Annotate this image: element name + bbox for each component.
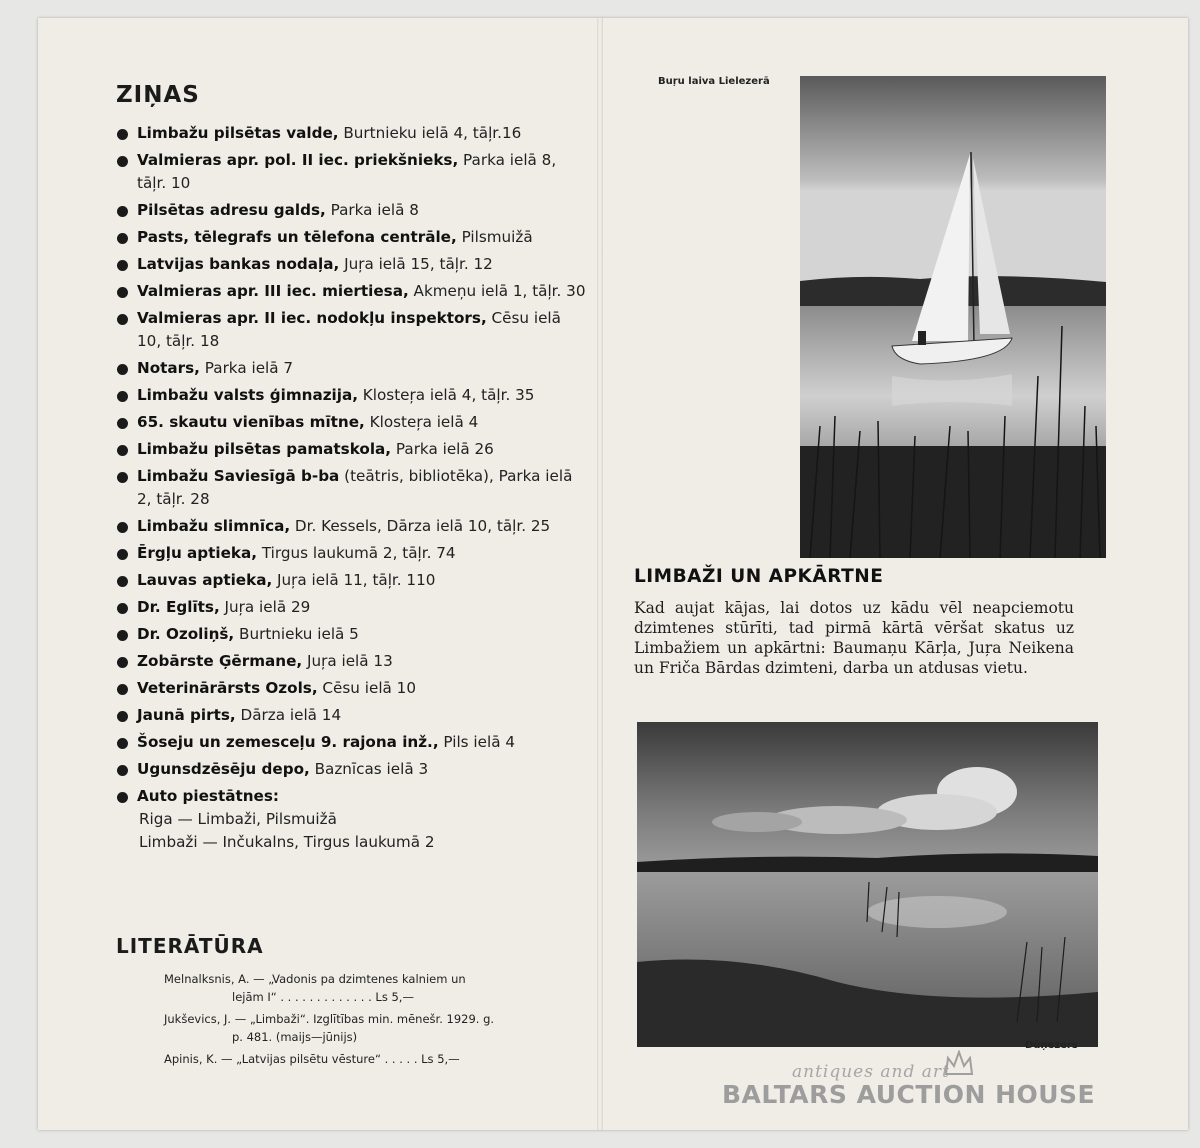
intro-paragraph: Kad aujat kājas, lai dotos uz kādu vēl neapciemotu dzimtenes stūrīti, tad pirmā kārtā vēršat skatus uz Limbažiem un apkārtni: Baumaņu Kārļa, Juŗa Neikena un Friča Bārdas dzimteni, darba un atdusas vietu. [634,599,1074,677]
watermark-tagline: antiques and art [792,1062,950,1082]
item-name: Valmieras apr. III iec. miertiesa, [137,282,409,300]
section-title-literatura: LITERĀTŪRA [116,934,264,958]
item-detail: Cēsu ielā 10, tāļr. 18 [137,309,561,350]
item-detail: Cēsu ielā 10 [317,679,416,697]
item-detail: Tirgus laukumā 2, tāļr. 74 [257,544,456,562]
literature-line: p. 481. (maijs—jūnijs) [232,1030,358,1044]
list-item [116,758,586,781]
right-page [603,18,1188,1130]
sailboat-photo [800,76,1106,558]
item-name: Limbažu Saviesīgā b-ba [137,467,340,485]
item-detail: Burtnieku ielā 5 [234,625,359,643]
literature-line: lejām I“ . . . . . . . . . . . . . Ls 5,— [232,990,414,1004]
item-name: Limbažu slimnīca, [137,517,291,535]
item-detail: Dr. Kessels, Dārza ielā 10, tāļr. 25 [290,517,551,535]
item-detail: Parka ielā 8 [325,201,419,219]
lake-photo-image [637,722,1098,1047]
item-detail: Baznīcas ielā 3 [309,760,429,778]
item-detail: Parka ielā 7 [199,359,294,377]
list-item-auto [116,785,586,854]
item-detail: Akmeņu ielā 1, tāļr. 30 [408,282,586,300]
literature-line: Jukševics, J. — „Limbaži“. Izglītības min. mēnešr. 1929. g. [164,1012,495,1026]
item-name: Pilsētas adresu galds, [137,201,326,219]
item-detail: Klosteŗa ielā 4 [364,413,479,431]
item-name: Lauvas aptieka, [137,571,273,589]
list-item [116,677,586,700]
list-item [116,357,586,380]
item-name: Zobārste Ģērmane, [137,652,303,670]
lake-photo [637,722,1098,1047]
section-title-zinas: ZIŅAS [116,82,200,108]
list-item [116,199,586,222]
literature-list [164,970,584,1072]
item-name: Dr. Ozoliņš, [137,625,235,643]
item-name: Veterinārārsts Ozols, [137,679,318,697]
list-item [116,515,586,538]
list-item [116,596,586,619]
item-detail: Juŗa ielā 15, tāļr. 12 [339,255,493,273]
photo-caption-bottom: Dūņezers [1025,1040,1078,1051]
list-item [116,307,586,353]
list-item [116,149,586,195]
list-item [116,280,586,303]
item-detail: Parka ielā 8, tāļr. 10 [137,151,557,192]
photo-caption-top: Buŗu laiva Lielezerā [658,76,770,87]
auto-line: Limbaži — Inčukalns, Tirgus laukumā 2 [139,833,435,851]
crown-icon [944,1050,974,1076]
section-heading-limbazi: LIMBAŽI UN APKĀRTNE [634,566,884,587]
literature-entry [164,970,584,1006]
item-name: Limbažu pilsētas valde, [137,124,339,142]
item-detail: Dārza ielā 14 [235,706,342,724]
item-detail: Juŗa ielā 29 [219,598,311,616]
literature-line: Apinis, K. — „Latvijas pilsētu vēsture“ . . . . . Ls 5,— [164,1052,460,1066]
list-item [116,623,586,646]
item-name: Pasts, tēlegrafs un tēlefona centrāle, [137,228,457,246]
list-item [116,542,586,565]
item-name: Dr. Eglīts, [137,598,220,616]
item-detail: Parka ielā 26 [391,440,494,458]
item-name: Valmieras apr. pol. II iec. priekšnieks, [137,151,459,169]
list-item [116,226,586,249]
item-name: Jaunā pirts, [137,706,236,724]
item-name: 65. skautu vienības mītne, [137,413,365,431]
list-item [116,465,586,511]
auto-line: Riga — Limbaži, Pilsmuižā [139,810,337,828]
item-detail: (teātris, bibliotēka), Parka ielā 2, tāļr. 28 [137,467,573,508]
item-name: Auto piestātnes: [137,787,279,805]
item-name: Šoseju un zemesceļu 9. rajona inž., [137,733,439,751]
item-detail: Juŗa ielā 11, tāļr. 110 [272,571,436,589]
sailboat-photo-image [800,76,1106,558]
watermark-brand: BALTARS AUCTION HOUSE [722,1080,1096,1109]
list-item [116,569,586,592]
literature-entry [164,1050,584,1068]
info-list [116,122,586,858]
item-detail: Pilsmuižā [456,228,533,246]
item-name: Ugunsdzēsēju depo, [137,760,310,778]
item-detail: Pils ielā 4 [438,733,516,751]
literature-line: Melnalksnis, A. — „Vadonis pa dzimtenes kalniem un [164,972,466,986]
literature-entry [164,1010,584,1046]
item-detail: Juŗa ielā 13 [302,652,393,670]
list-item [116,384,586,407]
item-name: Limbažu valsts ģimnazija, [137,386,358,404]
list-item [116,438,586,461]
list-item [116,253,586,276]
item-name: Limbažu pilsētas pamatskola, [137,440,392,458]
list-item [116,122,586,145]
item-name: Valmieras apr. II iec. nodokļu inspektors, [137,309,487,327]
item-detail: Burtnieku ielā 4, tāļr.16 [338,124,522,142]
list-item [116,704,586,727]
list-item [116,731,586,754]
item-name: Ērgļu aptieka, [137,544,258,562]
list-item [116,650,586,673]
item-name: Latvijas bankas nodaļa, [137,255,340,273]
item-detail: Klosteŗa ielā 4, tāļr. 35 [357,386,535,404]
list-item [116,411,586,434]
item-name: Notars, [137,359,200,377]
